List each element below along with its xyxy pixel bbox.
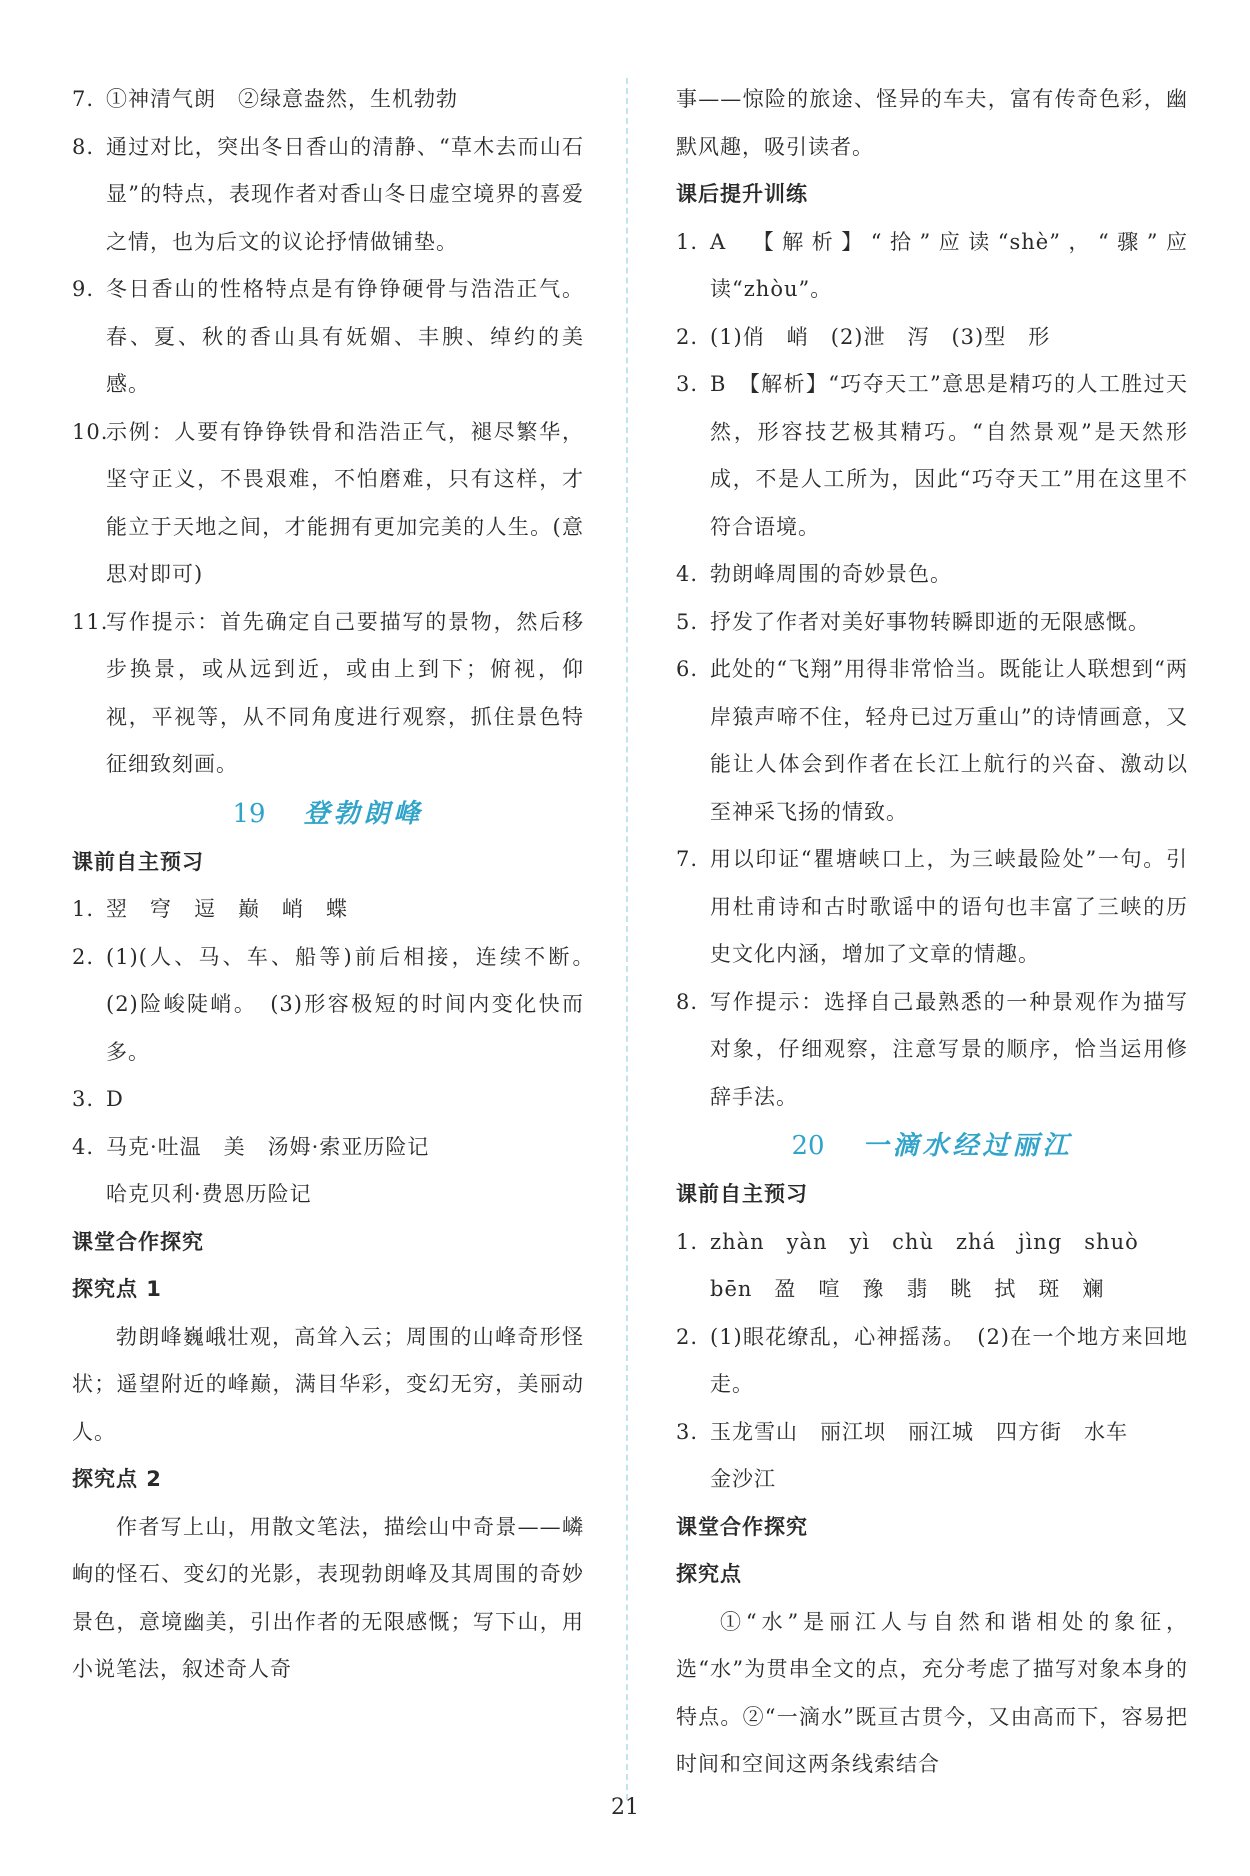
answer-item: 5. 抒发了作者对美好事物转瞬即逝的无限感慨。 (676, 609, 1150, 634)
answer-item: 3. B 【解析】“巧夺天工”意思是精巧的人工胜过天然，形容技艺极其精巧。“自然景观”是天然形成，不是人工所为，因此“巧夺天工”用在这里不符合语境。 (676, 372, 1188, 539)
answer-item: 2. (1)俏 峭 (2)泄 泻 (3)型 形 (676, 324, 1051, 349)
answer-item: 4. 勃朗峰周围的奇妙景色。 (676, 562, 952, 586)
right-column (676, 76, 1188, 1789)
point-text: 勃朗峰巍峨壮观，高耸入云；周围的山峰奇形怪状；遥望附近的峰巅，满目华彩，变幻无穷，美丽动人。 (72, 1324, 584, 1444)
answer-item: 8. 写作提示：选择自己最熟悉的一种景观作为描写对象，仔细观察，注意写景的顺序，恰当运用修辞手法。 (676, 989, 1188, 1109)
section-heading: 课堂合作探究 (72, 1229, 204, 1254)
lesson-name: 登勃朗峰 (303, 798, 424, 829)
point-label: 探究点 2 (72, 1467, 162, 1491)
point-label: 探究点 1 (72, 1277, 162, 1301)
section-heading: 课堂合作探究 (676, 1514, 808, 1539)
lesson-title (72, 789, 584, 839)
point-text: ①“水”是丽江人与自然和谐相处的象征，选“水”为贯串全文的点，充分考虑了描写对象本身的特点。②“一滴水”既亘古贯今，又由高而下，容易把时间和空间这两条线索结合 (676, 1609, 1188, 1776)
lesson-number: 19 (232, 798, 266, 829)
answer-item: 2. (1)(人、马、车、船等)前后相接，连续不断。 (2)险峻陡峭。 (3)形容极短的时间内变化快而多。 (72, 944, 606, 1064)
answer-item: 11. 写作提示：首先确定自己要描写的景物，然后移步换景，或从远到近，或由上到下；俯视，仰视，平视等，从不同角度进行观察，抓住景色特征细致刻画。 (72, 609, 584, 776)
answer-item: 7. 用以印证“瞿塘峡口上，为三峡最险处”一句。引用杜甫诗和古时歌谣中的语句也丰富了三峡的历史文化内涵，增加了文章的情趣。 (676, 847, 1188, 966)
answer-item: 9. 冬日香山的性格特点是有铮铮硬骨与浩浩正气。春、夏、秋的香山具有妩媚、丰腴、绰约的美感。 (72, 277, 584, 396)
answer-item: 8. 通过对比，突出冬日香山的清静、“草木去而山石显”的特点，表现作者对香山冬日虚空境界的喜爱之情，也为后文的议论抒情做铺垫。 (72, 134, 584, 254)
column-divider (626, 78, 628, 1800)
answer-item: 3. 玉龙雪山 丽江坝 丽江城 四方街 水车 金沙江 (676, 1419, 1128, 1491)
lesson-title (676, 1121, 1188, 1171)
answer-item: 7. ①神清气朗 ②绿意盎然，生机勃勃 (72, 87, 458, 111)
page-number: 21 (611, 1795, 639, 1820)
answer-item: 3. D (72, 1087, 124, 1111)
answer-item: 2. (1)眼花缭乱，心神摇荡。 (2)在一个地方来回地走。 (676, 1324, 1188, 1396)
section-heading: 课前自主预习 (676, 1182, 808, 1206)
point-label: 探究点 (676, 1562, 742, 1586)
point-text: 作者写上山，用散文笔法，描绘山中奇景——嶙峋的怪石、变幻的光影，表现勃朗峰及其周围的奇妙景色，意境幽美，引出作者的无限感慨；写下山，用小说笔法，叙述奇人奇 (72, 1514, 584, 1681)
continued-text: 事——惊险的旅途、怪异的车夫，富有传奇色彩，幽默风趣，吸引读者。 (676, 87, 1188, 159)
answer-item: 1. 翌 穹 逗 巅 峭 蝶 (72, 897, 348, 921)
section-heading: 课前自主预习 (72, 849, 204, 874)
answer-item: 4. 马克·吐温 美 汤姆·索亚历险记 哈克贝利·费恩历险记 (72, 1134, 430, 1206)
answer-item: 6. 此处的“飞翔”用得非常恰当。既能让人联想到“两岸猿声啼不住，轻舟已过万重山”的诗情画意，又能让人体会到作者在长江上航行的兴奋、激动以至神采飞扬的情致。 (676, 657, 1188, 824)
lesson-name: 一滴水经过丽江 (862, 1131, 1073, 1161)
answer-item: 1. A 【解析】“拾”应读“shè”，“骤”应读“zhòu”。 (676, 229, 1188, 301)
answer-item: 1. zhàn yàn yì chù zhá jìng shuò bēn 盈 喧 豫 翡 眺 拭 斑 斓 (676, 1219, 1188, 1314)
lesson-number: 20 (791, 1131, 825, 1161)
answer-item: 10. 示例：人要有铮铮铁骨和浩浩正气，褪尽繁华，坚守正义，不畏艰难，不怕磨难，只有这样，才能立于天地之间，才能拥有更加完美的人生。(意思对即可) (72, 419, 584, 586)
left-column (72, 76, 606, 1694)
section-heading: 课后提升训练 (676, 182, 808, 206)
word-row: bēn 盈 喧 豫 翡 眺 拭 斑 斓 (710, 1277, 1105, 1301)
pinyin-row: zhàn yàn yì chù zhá jìng shuò (710, 1229, 1139, 1254)
